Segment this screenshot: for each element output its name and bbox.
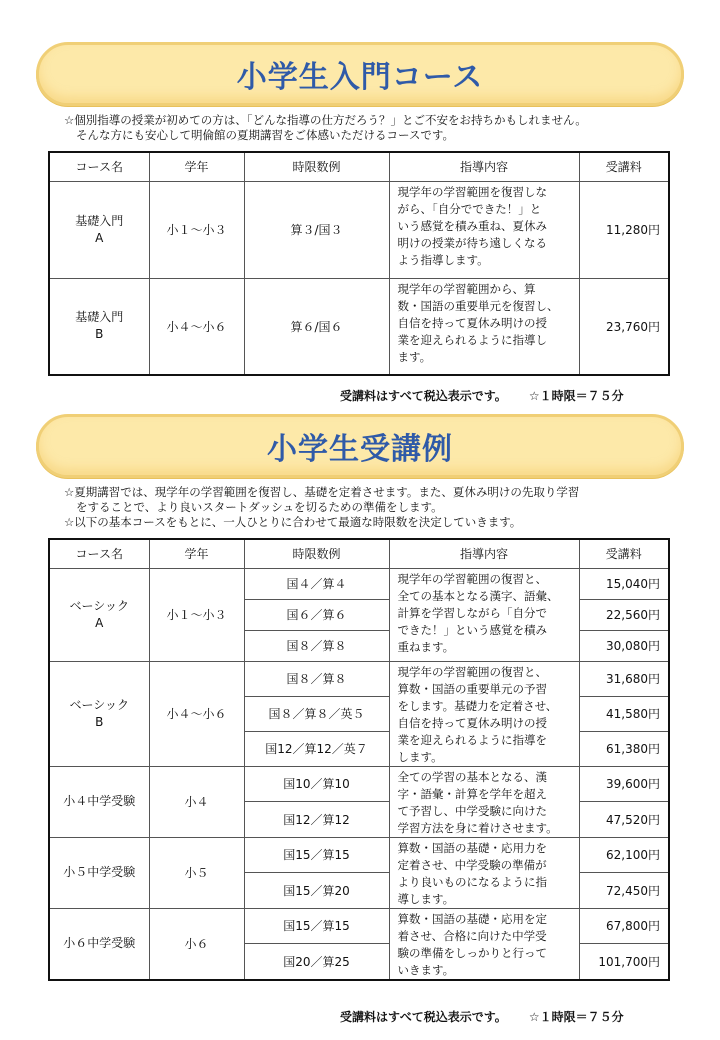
section-banner-intro-course: [36, 42, 684, 106]
content-line: 現学年の学習範囲の復習と、: [397, 571, 547, 586]
header-content: 指導内容: [389, 152, 579, 181]
content-line: 算数・国語の重要単元の予習: [397, 681, 547, 696]
content-line: 学習方法を身に着けさせます。: [397, 820, 558, 835]
intro-line: をすることで、より良いスタートダッシュを切るための準備をします。: [76, 500, 443, 514]
course-name-line: B: [95, 327, 104, 342]
course-name-line: A: [95, 230, 104, 245]
content-line: します。: [397, 749, 443, 764]
content-line: 全ての基本となる漢字、語彙、: [397, 588, 559, 603]
content-line: て予習し、中学受験に向けた: [397, 803, 547, 818]
content-line: いう感覚を積み重ね、夏休み: [397, 218, 547, 233]
content-line: 字・語彙・計算を学年を超え: [397, 786, 547, 801]
content-line: よう指導します。: [397, 252, 489, 267]
intro-text: [64, 485, 684, 530]
content-cell: [389, 661, 579, 766]
content-line: 算数・国語の基礎・応用力を: [397, 840, 547, 855]
header-periods: 時限数例: [244, 539, 389, 568]
fee-footnote: [340, 1008, 624, 1025]
content-line: 現学年の学習範囲の復習と、: [397, 664, 547, 679]
course-name-line: B: [95, 714, 104, 729]
fee-cell: 47,520円: [579, 802, 669, 838]
periods-cell: 国15／算20: [244, 873, 389, 909]
content-line: より良いものになるように指: [397, 874, 547, 889]
periods-cell: 国20／算25: [244, 944, 389, 980]
table-row: [49, 278, 669, 375]
section-banner-course-examples: [36, 414, 684, 478]
content-cell: [389, 568, 579, 661]
header-periods: 時限数例: [244, 152, 389, 181]
fee-cell: 61,380円: [579, 731, 669, 766]
intro-line: ☆夏期講習では、現学年の学習範囲を復習し、基礎を定着させます。また、夏休み明けの先取り学習: [64, 485, 580, 499]
course-name-line: 小６中学受験: [63, 936, 136, 950]
fee-cell: 23,760円: [579, 278, 669, 375]
content-cell: [389, 278, 579, 375]
fee-cell: 41,580円: [579, 696, 669, 731]
content-line: がら、「自分でできた！」と: [397, 201, 542, 216]
fee-cell: 30,080円: [579, 630, 669, 661]
intro-text: [64, 113, 684, 143]
content-cell: [389, 837, 579, 908]
content-line: 数・国語の重要単元を復習し、: [397, 298, 559, 313]
header-fee: 受講料: [579, 539, 669, 568]
periods-cell: 国12／算12: [244, 802, 389, 838]
fee-cell: 31,680円: [579, 661, 669, 696]
course-name-line: ベーシック: [69, 697, 130, 712]
table-row: [49, 181, 669, 278]
content-line: 算数・国語の基礎・応用を定: [397, 911, 547, 926]
fee-cell: 101,700円: [579, 944, 669, 980]
fee-cell: 22,560円: [579, 599, 669, 630]
periods-cell: 算３/国３: [244, 181, 389, 278]
course-name-line: 小４中学受験: [63, 794, 136, 808]
course-name-line: 小５中学受験: [63, 865, 136, 879]
content-line: 全ての学習の基本となる、漢: [397, 769, 547, 784]
header-course-name: コース名: [49, 539, 149, 568]
periods-cell: 国15／算15: [244, 908, 389, 944]
course-name: [49, 568, 149, 661]
header-content: 指導内容: [389, 539, 579, 568]
content-line: いきます。: [397, 962, 455, 977]
fee-footnote: [340, 387, 624, 404]
content-line: 験の準備をしっかりと行って: [397, 945, 547, 960]
tax-note: 受講料はすべて税込表示です。: [340, 389, 507, 403]
grade-cell: 小６: [149, 908, 244, 980]
periods-cell: 国６／算６: [244, 599, 389, 630]
section-title: 小学生入門コース: [236, 60, 484, 95]
course-name-line: ベーシック: [69, 598, 130, 613]
period-note: ☆１時限＝７５分: [528, 389, 624, 403]
periods-cell: 国８／算８: [244, 630, 389, 661]
periods-cell: 算６/国６: [244, 278, 389, 375]
header-grade: 学年: [149, 152, 244, 181]
course-name: [49, 181, 149, 278]
course-name: [49, 908, 149, 980]
course-name: [49, 278, 149, 375]
content-line: 業を迎えられるように指導し: [397, 332, 547, 347]
fee-cell: 72,450円: [579, 873, 669, 909]
table-row: [49, 908, 669, 944]
intro-line: そんな方にも安心して明倫館の夏期講習をご体感いただけるコースです。: [76, 128, 455, 142]
course-name-line: 基礎入門: [75, 310, 124, 325]
periods-cell: 国８／算８: [244, 661, 389, 696]
intro-course-table: [48, 151, 670, 376]
table-header-row: [49, 539, 669, 568]
content-line: 現学年の学習範囲を復習しな: [397, 184, 547, 199]
periods-cell: 国10／算10: [244, 766, 389, 802]
content-cell: [389, 766, 579, 837]
table-row: [49, 766, 669, 802]
grade-cell: 小４: [149, 766, 244, 837]
content-line: 着させ、合格に向けた中学受: [397, 928, 547, 943]
fee-cell: 11,280円: [579, 181, 669, 278]
content-line: 業を迎えられるように指導を: [397, 732, 547, 747]
table-header-row: [49, 152, 669, 181]
table-row: [49, 837, 669, 873]
course-example-table: [48, 538, 670, 981]
grade-cell: 小４～小６: [149, 661, 244, 766]
grade-cell: 小５: [149, 837, 244, 908]
content-line: 重ねます。: [397, 639, 455, 654]
tax-note: 受講料はすべて税込表示です。: [340, 1010, 507, 1024]
grade-cell: 小１～小３: [149, 181, 244, 278]
content-line: をします。基礎力を定着させ、: [397, 698, 558, 713]
course-name-line: A: [95, 615, 104, 630]
content-line: 明けの授業が待ち遠しくなる: [397, 235, 547, 250]
fee-cell: 67,800円: [579, 908, 669, 944]
table-row: [49, 661, 669, 696]
periods-cell: 国４／算４: [244, 568, 389, 599]
content-line: 自信を持って夏休み明けの授: [397, 315, 547, 330]
table-row: [49, 568, 669, 599]
course-name: [49, 661, 149, 766]
header-course-name: コース名: [49, 152, 149, 181]
grade-cell: 小１～小３: [149, 568, 244, 661]
section-title: 小学生受講例: [267, 432, 453, 467]
header-fee: 受講料: [579, 152, 669, 181]
content-line: ます。: [397, 349, 432, 364]
fee-cell: 62,100円: [579, 837, 669, 873]
periods-cell: 国８／算８／英５: [244, 696, 389, 731]
content-line: できた！」という感覚を積み: [397, 622, 547, 637]
content-line: 自信を持って夏休み明けの授: [397, 715, 547, 730]
course-name: [49, 766, 149, 837]
intro-line: ☆個別指導の授業が初めての方は、「どんな指導の仕方だろう？」とご不安をお持ちかもしれません。: [64, 113, 587, 127]
content-line: 定着させ、中学受験の準備が: [397, 857, 547, 872]
content-cell: [389, 181, 579, 278]
header-grade: 学年: [149, 539, 244, 568]
fee-cell: 39,600円: [579, 766, 669, 802]
content-line: 導します。: [397, 891, 455, 906]
content-line: 現学年の学習範囲から、算: [397, 281, 536, 296]
periods-cell: 国12／算12／英７: [244, 731, 389, 766]
periods-cell: 国15／算15: [244, 837, 389, 873]
fee-cell: 15,040円: [579, 568, 669, 599]
course-name-line: 基礎入門: [75, 213, 124, 228]
intro-line: ☆以下の基本コースをもとに、一人ひとりに合わせて最適な時限数を決定していきます。: [64, 515, 522, 529]
content-cell: [389, 908, 579, 980]
grade-cell: 小４～小６: [149, 278, 244, 375]
content-line: 計算を学習しながら「自分で: [397, 605, 547, 620]
period-note: ☆１時限＝７５分: [528, 1010, 624, 1024]
course-name: [49, 837, 149, 908]
